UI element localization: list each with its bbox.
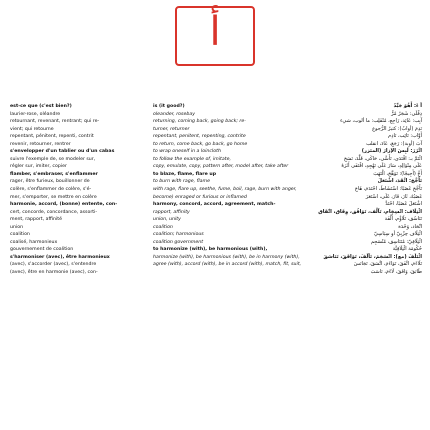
arabic-entry-line: تَلَاءَمَ، اتَّفَقَ، تَوَاءَمَ، اتَّسَقَ، تَجَانَسَ: [353, 261, 422, 268]
english-column: [153, 103, 302, 430]
english-entry-line: oleander, rosebay: [153, 111, 195, 117]
arabic-entry-line: آيِب: عَائِد، رَاجِع، مُنْقَلِب: ما ألوب، شيء: [340, 118, 422, 125]
english-entry-line: coalition: [153, 224, 173, 230]
english-entry-line: harmonize (with), be harmonious (with), be in harmony (with),: [153, 254, 300, 260]
english-entry-line: rapport, affinity: [153, 209, 190, 215]
french-entry-line: gouvernement de coalition: [10, 247, 74, 253]
arabic-entry-line: عَلَى مِنْوَالِهِ، سَارَ عَلَى نَهْجِهِ، اقْتَفَى أَثَرَهُ: [341, 163, 422, 170]
french-entry-line: coalisé, harmonieux: [10, 239, 58, 245]
english-entry-line: to follow the example of, imitate,: [153, 156, 231, 162]
dictionary-page: [10, 103, 422, 430]
english-entry-line: to wrap oneself in a loincloth: [153, 149, 221, 155]
english-entry-line: returning, coming back, going back; re-: [153, 119, 246, 125]
arabic-entry-line: ائْتِلَاف: انْسِجَام، تَآلُف، تَوَافُق، وِفَاق، اتِّفَاق: [318, 208, 422, 215]
french-entry-line: flamber, s'embraser, s'enflammer: [10, 171, 98, 177]
arabic-entry-line: أ ءَ: أَهُوَ جَيِّدٌ: [393, 103, 422, 109]
english-entry-line: repentant, penitent, repenting, contrite: [153, 134, 246, 140]
french-entry-line: s'harmoniser (avec), être harmonieux: [10, 254, 110, 260]
french-entry-line: (avec), être en harmonie (avec), con-: [10, 270, 98, 276]
arabic-entry-line: غَضَبُهُ، ثَارَ، فَارَ، غَلَى، اسْتَعَرَ: [365, 193, 422, 200]
arabic-entry-line: ائْتَمَّ بـ: اقْتَدَى، تَأَسَّى، حَاكَى، قَلَّدَ، نَسَجَ: [343, 155, 422, 162]
french-entry-line: repentant, pénitent, repenti, contrit: [10, 134, 94, 140]
english-entry-line: coalition government: [153, 239, 204, 245]
arabic-entry-line: تَأَجَّجَ غَضَبًا: اسْتَشَاطَ، احْتَدَمَ، هَاجَ: [354, 186, 422, 193]
english-entry-line: coalition; harmonious: [153, 232, 204, 238]
arabic-entry-line: دِفْلَى: شَجَرٌ مُرٌّ: [391, 110, 422, 117]
french-entry-line: (avec), s'accorder (avec), s'entendre: [10, 262, 97, 268]
english-entry-line: agree (with), accord (with), be in accord (with), match, fit, suit,: [153, 262, 302, 268]
french-entry-line: coalition: [10, 232, 30, 238]
french-entry-line: vient; qui retourne: [10, 126, 54, 132]
section-letter: أ: [209, 9, 221, 55]
english-entry-line: harmony, concord, accord, agreement, match-: [153, 202, 276, 208]
arabic-entry-line: أَجَّ (أَجِيجًا): تَوَهَّجَ، الْتَهَبَ: [373, 170, 422, 177]
arabic-entry-line: حُكُومَة ائْتِلَافِيَّة: [392, 246, 422, 253]
english-entry-line: is (it good?): [153, 104, 185, 109]
arabic-entry-line: ائْتِلَافِيّ: مُتَنَاسِق، مُنْسَجِم: [370, 238, 422, 245]
arabic-entry-line: ائْتِلَاف حِزْبِيّ أو سِيَاسِيّ: [373, 231, 422, 238]
french-column: [10, 103, 146, 430]
french-entry-line: revenir, retourner, rentrer: [10, 141, 71, 147]
arabic-entry-line: نَدِمَ (أوابُ): كثيرُ الرُّجوع: [372, 125, 422, 132]
arabic-entry-line: اتَّزَرَ: لَبِسَ الإزارَ (المئزر): [361, 148, 422, 155]
arabic-entry-line: تَأَجَّجَ: اتَّقَدَ، اشْتَعَلَ: [377, 178, 422, 185]
english-entry-line: union, unity: [153, 217, 181, 223]
english-entry-line: become) enraged or furious or inflamed: [153, 194, 247, 200]
french-entry-line: laurier-rose, oléandre: [10, 111, 61, 117]
english-entry-line: to burn with rage, flame: [153, 179, 210, 185]
english-entry-line: copy, emulate, copy, pattern after, model after, take after: [153, 164, 289, 170]
french-entry-line: mer, s'emporter, se mettre en colère: [10, 194, 97, 200]
french-entry-line: rager, être furieux, bouillonner de: [10, 179, 90, 185]
arabic-entry-line: اشْتَعَلَ غَضَبًا، احْتَدَّ: [385, 201, 422, 208]
arabic-entry-line: طَابَقَ، وَافَقَ، لَاءَمَ، نَاسَبَ: [370, 269, 422, 276]
section-letter-box: [175, 6, 255, 66]
arabic-entry-line: أَوَّاب: تَائِب، نَادِم: [388, 133, 422, 140]
arabic-column: [292, 103, 422, 430]
english-entry-line: to return, come back, go back, go home: [153, 141, 248, 147]
english-entry-line: turner, returner: [153, 126, 190, 132]
french-entry-line: est-ce que (c'est bien?): [10, 104, 72, 109]
english-entry-line: to blaze, flame, flare up: [153, 171, 217, 177]
english-entry-line: with rage, flare up, seethe, fume, boil, rage, burn with anger,: [153, 187, 297, 193]
french-entry-line: ment, rapport, affinité: [10, 217, 63, 223]
french-entry-line: retournant, revenant, rentrant; qui re-: [10, 119, 100, 125]
french-entry-line: cert, concorde, concordance, assorti-: [10, 209, 98, 215]
arabic-entry-line: اتِّحَاد، وَحْدَة: [398, 223, 422, 230]
arabic-entry-line: آبَ (أوبة): رَجَعَ، عَادَ، انقلب: [366, 140, 422, 147]
french-entry-line: suivre l'exemple de, se modeler sur,: [10, 156, 96, 162]
arabic-entry-line: ائْتَلَفَ (مع): انْسَجَمَ، تَآلَفَ، تَوَافَقَ، تَنَاسَقَ: [323, 253, 422, 260]
english-entry-line: to harmonize (with), be harmonious (with),: [153, 247, 268, 253]
arabic-entry-line: تَنَاسُق، تَلَاؤُم، أُلْفَة: [384, 216, 422, 223]
french-entry-line: harmonie, accord, (bonne) entente, con-: [10, 202, 118, 208]
french-entry-line: régler sur, imiter, copier: [10, 164, 67, 170]
french-entry-line: s'envelopper d'un tablier ou d'un cabas: [10, 149, 115, 155]
french-entry-line: colère, s'enflammer de colère, s'é-: [10, 187, 92, 193]
french-entry-line: union: [10, 224, 24, 230]
